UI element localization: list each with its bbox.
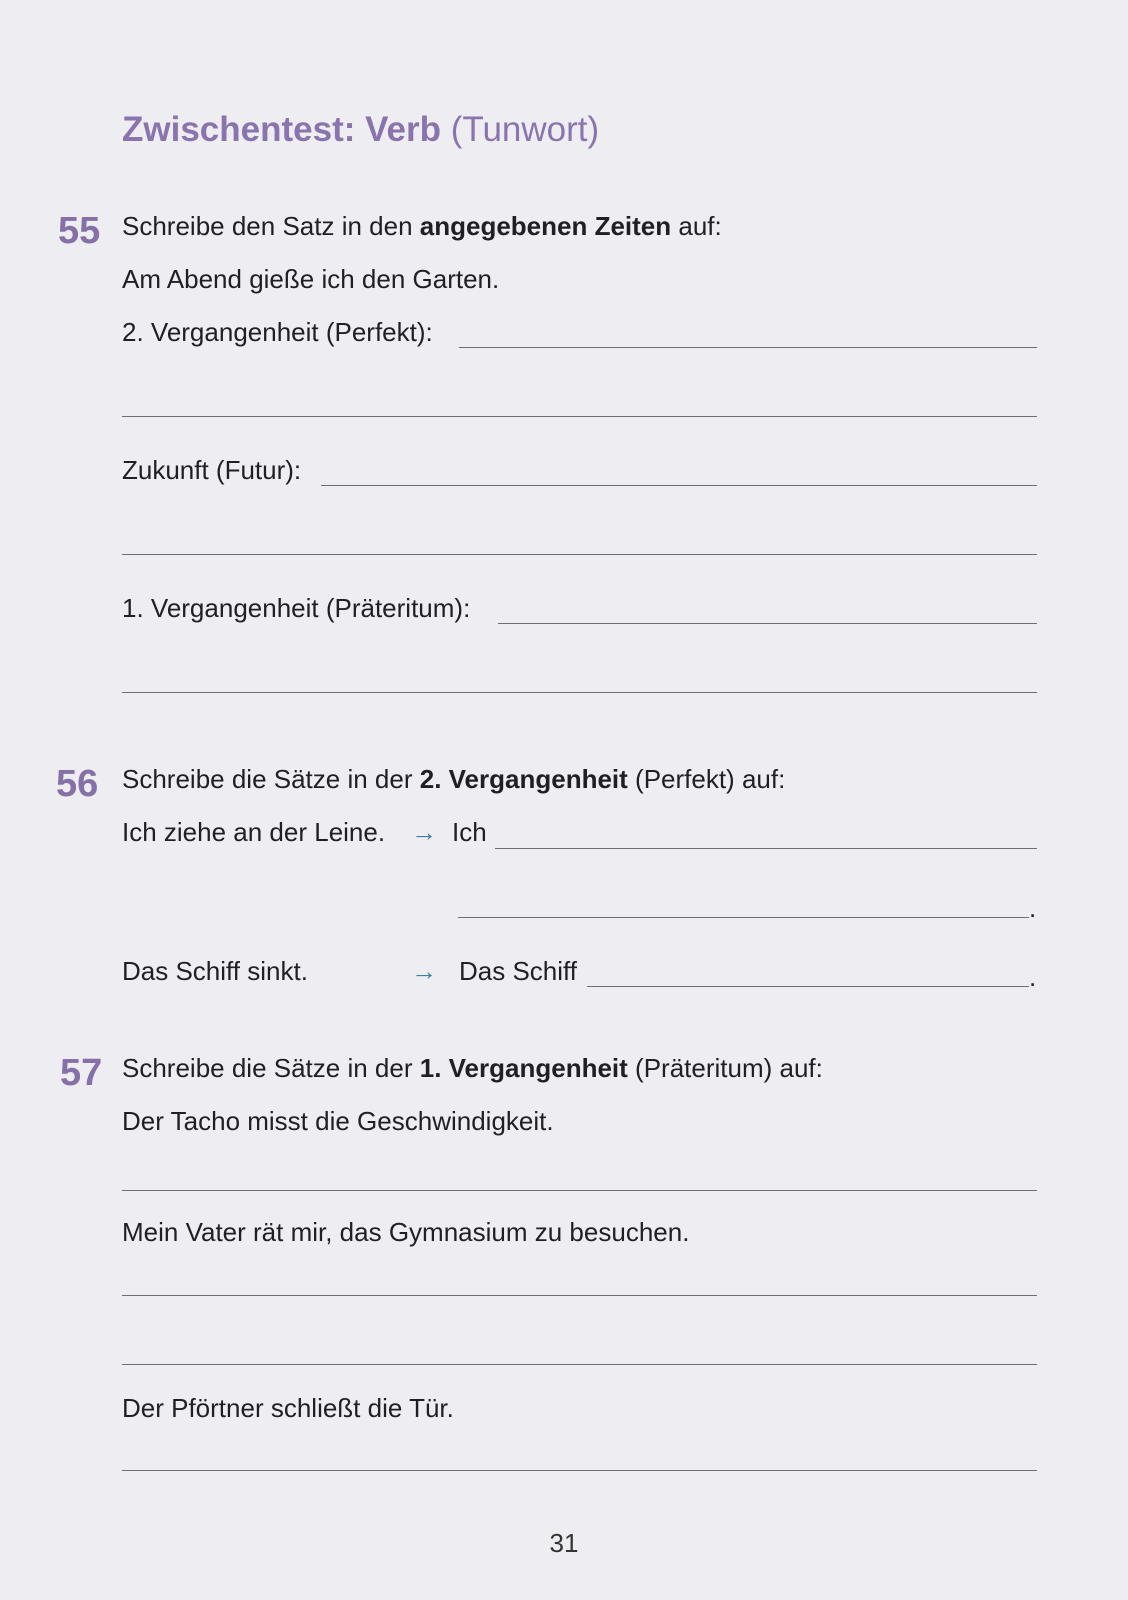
- exercise-number-56: 56: [56, 763, 99, 805]
- instruction-text: (Präteritum) auf:: [627, 1053, 823, 1083]
- answer-line-futur-1[interactable]: [321, 485, 1037, 486]
- answer-line-sentence2-1[interactable]: [122, 1295, 1037, 1296]
- exercise-number-57: 57: [60, 1052, 103, 1094]
- exercise-55-instruction: [122, 210, 722, 242]
- arrow-icon: →: [411, 956, 437, 986]
- exercise-57-sentence-3: Der Pförtner schließt die Tür.: [122, 1393, 454, 1423]
- answer-line-sentence2-2[interactable]: [122, 1364, 1037, 1365]
- label-perfekt: 2. Vergangenheit (Perfekt):: [122, 317, 433, 347]
- label-futur: Zukunft (Futur):: [122, 455, 302, 485]
- exercise-55-sentence: Am Abend gieße ich den Garten.: [122, 264, 500, 294]
- instruction-bold: 2. Vergangenheit: [419, 764, 628, 794]
- answer-line-perfekt-1[interactable]: [459, 347, 1037, 348]
- instruction-text: Schreibe die Sätze in der: [122, 764, 420, 794]
- instruction-bold: angegebenen Zeiten: [419, 211, 672, 241]
- period-mark: .: [1029, 893, 1037, 923]
- title-light: (Tunwort): [450, 110, 600, 149]
- instruction-text: auf:: [671, 211, 722, 241]
- answer-line-sentence3[interactable]: [122, 1470, 1037, 1471]
- answer-line-item1-1[interactable]: [495, 848, 1037, 849]
- exercise-56-instruction: [122, 763, 785, 795]
- title-bold: Zwischentest: Verb: [122, 110, 441, 149]
- label-praeteritum: 1. Vergangenheit (Präteritum):: [122, 593, 471, 623]
- page-number: 31: [549, 1528, 579, 1558]
- item2-start: Das Schiff: [459, 956, 578, 986]
- answer-line-perfekt-2[interactable]: [122, 416, 1037, 417]
- arrow-icon: →: [411, 817, 437, 847]
- instruction-text: Schreibe den Satz in den: [122, 211, 420, 241]
- instruction-text: Schreibe die Sätze in der: [122, 1053, 420, 1083]
- instruction-bold: 1. Vergangenheit: [419, 1053, 628, 1083]
- period-mark: .: [1029, 962, 1037, 992]
- item1-sentence: Ich ziehe an der Leine.: [122, 817, 386, 847]
- page-title: [122, 110, 599, 150]
- answer-line-praeteritum-2[interactable]: [122, 692, 1037, 693]
- answer-line-sentence1[interactable]: [122, 1190, 1037, 1191]
- answer-line-item2[interactable]: [587, 986, 1029, 987]
- exercise-number-55: 55: [58, 210, 101, 252]
- answer-line-futur-2[interactable]: [122, 554, 1037, 555]
- answer-line-praeteritum-1[interactable]: [498, 623, 1037, 624]
- answer-line-item1-2[interactable]: [458, 917, 1029, 918]
- instruction-text: (Perfekt) auf:: [627, 764, 786, 794]
- exercise-57-sentence-1: Der Tacho misst die Geschwindigkeit.: [122, 1106, 554, 1136]
- item2-sentence: Das Schiff sinkt.: [122, 956, 308, 986]
- exercise-57-instruction: [122, 1052, 823, 1084]
- exercise-57-sentence-2: Mein Vater rät mir, das Gymnasium zu besuchen.: [122, 1217, 690, 1247]
- item1-start: Ich: [452, 817, 487, 847]
